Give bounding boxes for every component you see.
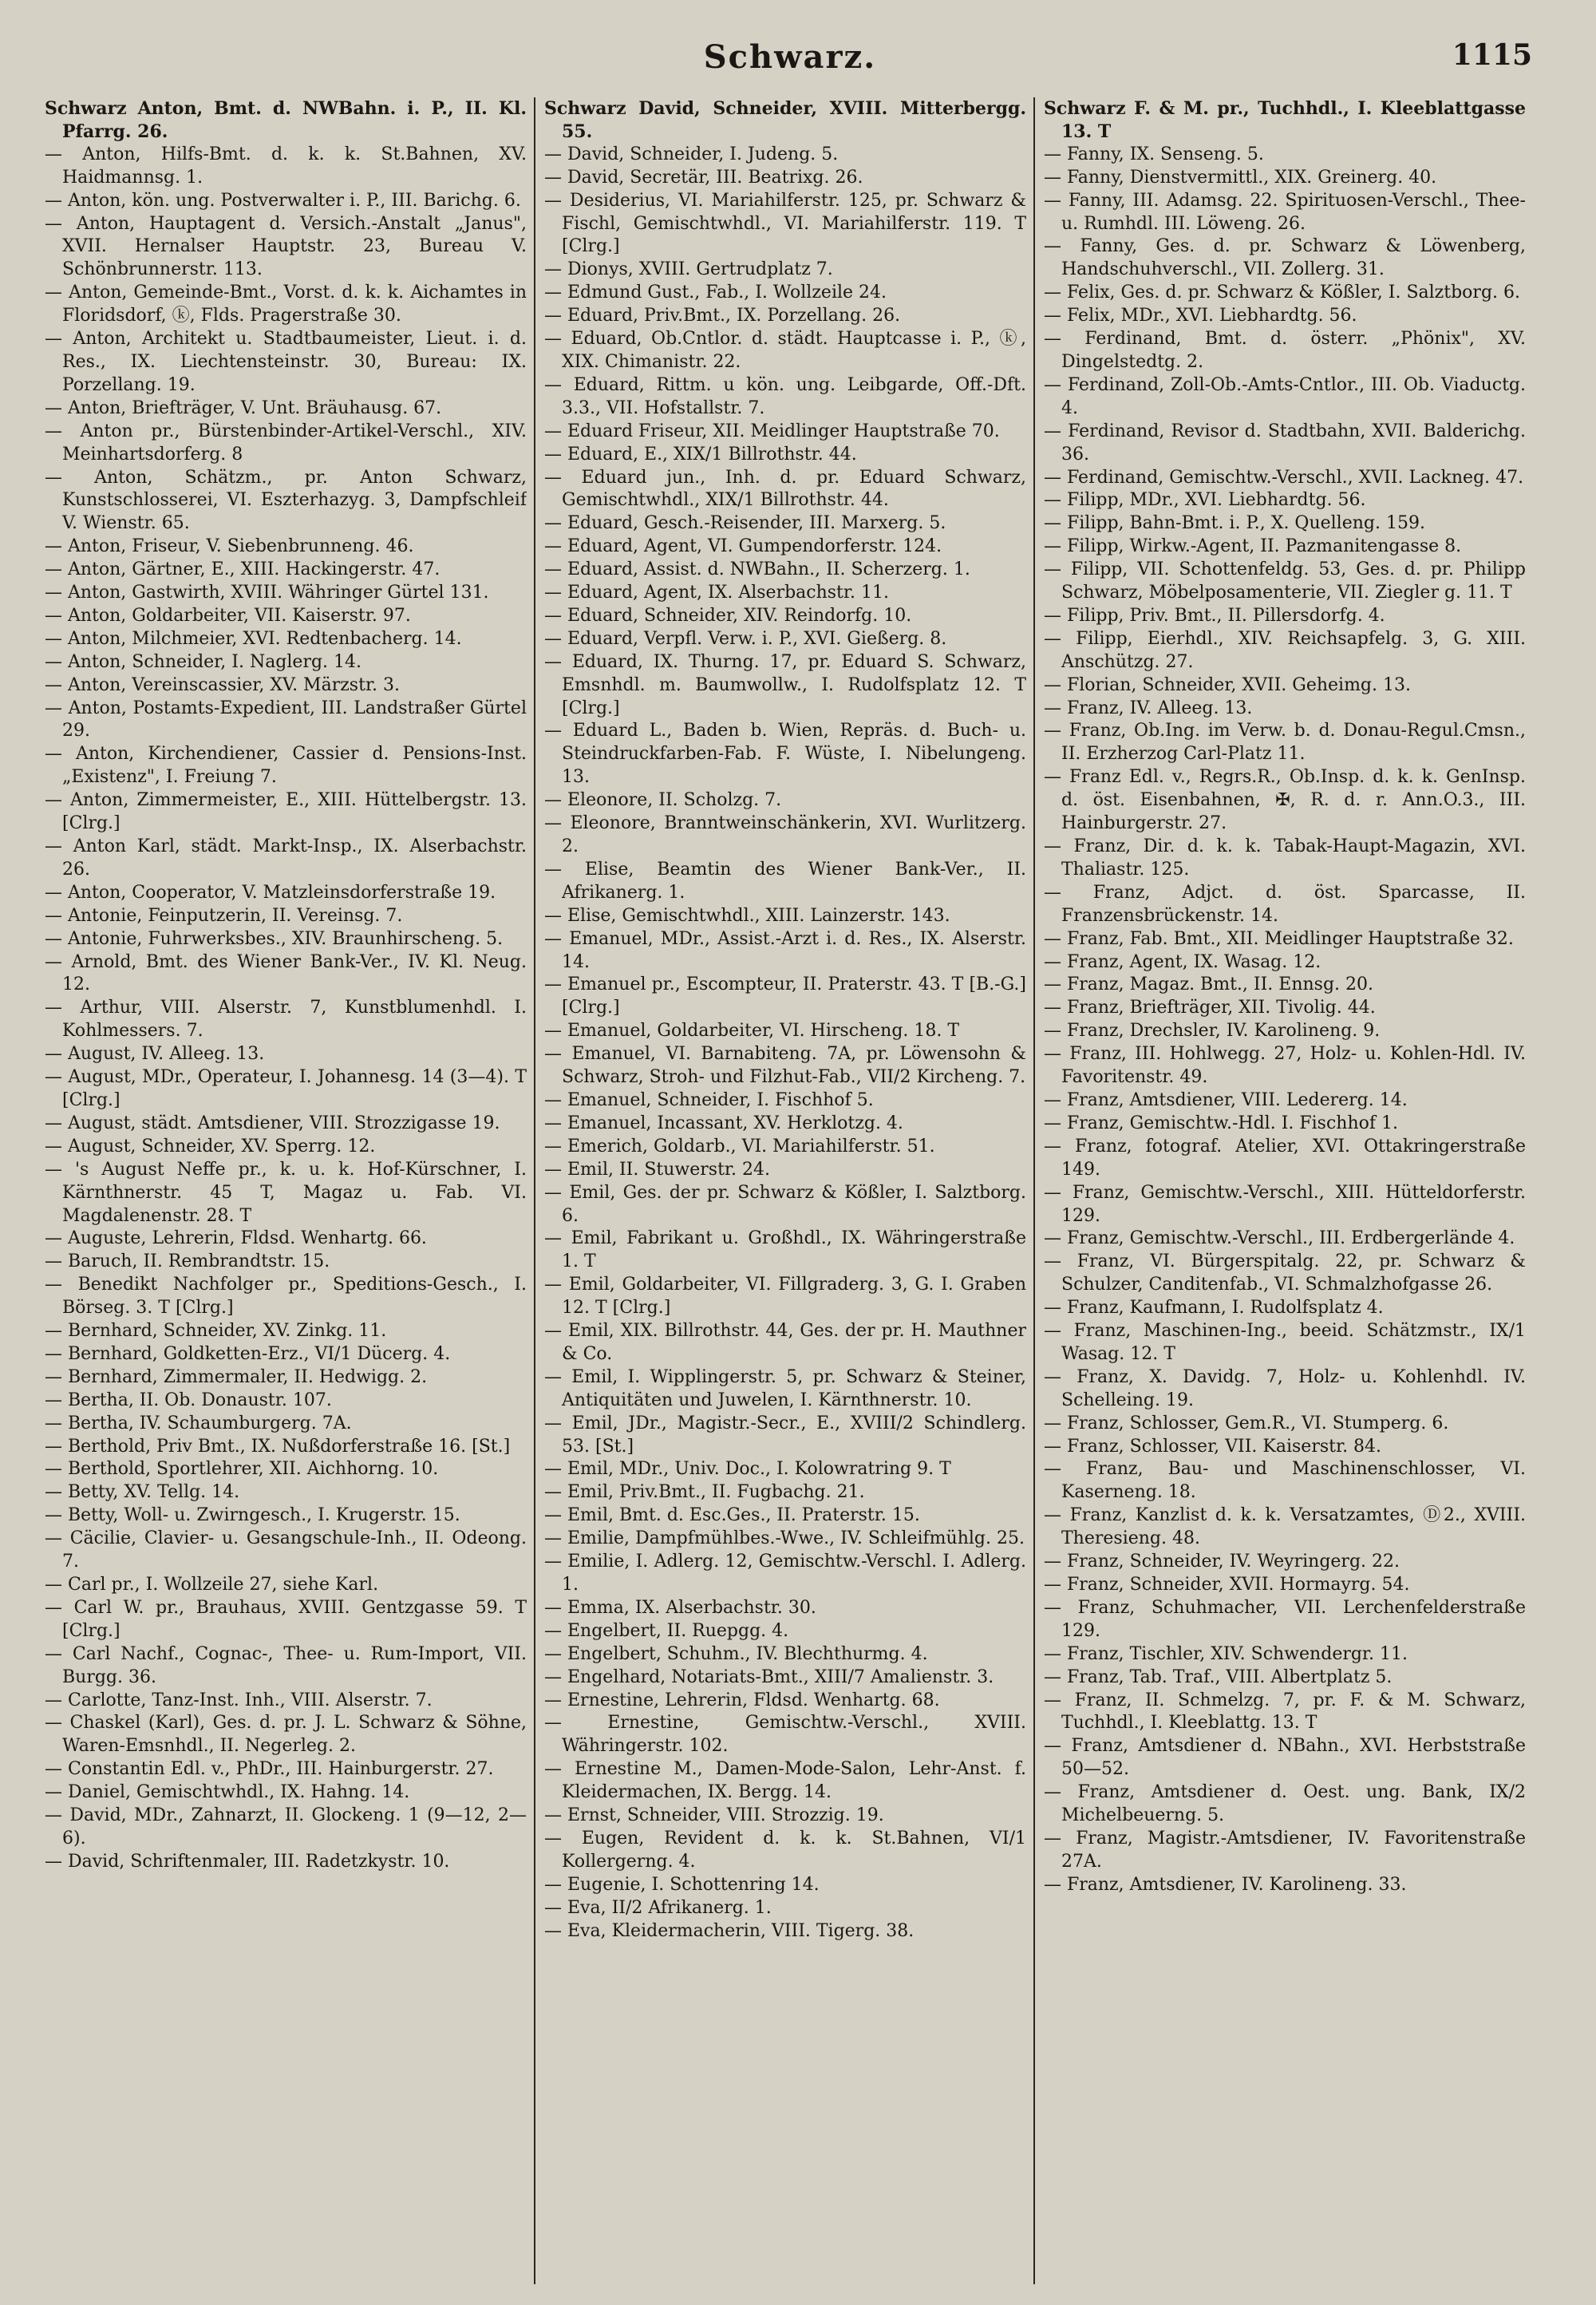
directory-entry: — Baruch, II. Rembrandtstr. 15. bbox=[45, 1251, 330, 1272]
directory-entry: — Antonie, Fuhrwerksbes., XIV. Braunhirscheng. 5. bbox=[45, 928, 504, 949]
directory-entry: — Ernestine M., Damen-Mode-Salon, Lehr-Anst. f. Kleidermachen, IX. Bergg. 14. bbox=[544, 1759, 1026, 1803]
directory-entry: — Florian, Schneider, XVII. Geheimg. 13. bbox=[1044, 674, 1411, 695]
directory-entry: — Franz, Schlosser, VII. Kaiserstr. 84. bbox=[1044, 1436, 1382, 1457]
directory-entry: — Emanuel pr., Escompteur, II. Praterstr. 43. T [B.-G.] [Clrg.] bbox=[544, 975, 1026, 1018]
directory-entry: — Eva, Kleidermacherin, VIII. Tigerg. 38. bbox=[544, 1920, 915, 1941]
directory-entry: — Eugenie, I. Schottenring 14. bbox=[544, 1874, 820, 1895]
directory-entry: — Eduard, IX. Thurng. 17, pr. Eduard S. Schwarz, Emsnhdl. m. Baumwollw., I. Rudolfsplatz 12. T [Clrg.] bbox=[544, 651, 1026, 718]
directory-entry: — Franz, II. Schmelzg. 7, pr. F. & M. Schwarz, Tuchhdl., I. Kleeblattg. 13. T bbox=[1044, 1690, 1526, 1734]
directory-entry: — Franz, VI. Bürgerspitalg. 22, pr. Schwarz & Schulzer, Canditenfab., VI. Schmalzhofgasse 26. bbox=[1044, 1251, 1526, 1295]
directory-entry: — Franz, Kanzlist d. k. k. Versatzamtes, Ⓓ2., XVIII. Theresieng. 48. bbox=[1044, 1505, 1526, 1549]
directory-entry: — August, Schneider, XV. Sperrg. 12. bbox=[45, 1136, 376, 1156]
directory-entry: — Emilie, Dampfmühlbes.-Wwe., IV. Schleifmühlg. 25. bbox=[544, 1528, 1025, 1549]
directory-entry: — Anton, Cooperator, V. Matzleinsdorferstraße 19. bbox=[45, 882, 496, 903]
directory-entry: — Franz, III. Hohlwegg. 27, Holz- u. Kohlen-Hdl. IV. Favoritenstr. 49. bbox=[1044, 1044, 1526, 1088]
page-number: 1115 bbox=[1452, 38, 1532, 72]
directory-entry: — Anton, Architekt u. Stadtbaumeister, Lieut. i. d. Res., IX. Liechtensteinstr. 30, Bureau: IX. Porzellang. 19. bbox=[45, 329, 527, 395]
directory-entry: — Eduard, Rittm. u kön. ung. Leibgarde, Off.-Dft. 3.3., VII. Hofstallstr. 7. bbox=[544, 374, 1026, 418]
directory-entry: — Fanny, Ges. d. pr. Schwarz & Löwenberg, Handschuhverschl., VII. Zollerg. 31. bbox=[1044, 236, 1526, 280]
directory-entry: — Anton, Vereinscassier, XV. Märzstr. 3. bbox=[45, 674, 401, 695]
directory-entry: — Franz, Gemischtw.-Verschl., III. Erdbergerlände 4. bbox=[1044, 1228, 1515, 1249]
page-header bbox=[48, 38, 1532, 86]
directory-entry: — Ernst, Schneider, VIII. Strozzig. 19. bbox=[544, 1805, 884, 1826]
column-divider bbox=[1033, 97, 1035, 2284]
directory-entry: — Dionys, XVIII. Gertrudplatz 7. bbox=[544, 259, 833, 280]
directory-entry: — Edmund Gust., Fab., I. Wollzeile 24. bbox=[544, 283, 887, 303]
directory-entry: — Ferdinand, Bmt. d. österr. „Phönix", XV. Dingelstedtg. 2. bbox=[1044, 329, 1526, 372]
directory-entry: — Eduard, Assist. d. NWBahn., II. Scherzerg. 1. bbox=[544, 559, 970, 580]
directory-entry: — Berthold, Sportlehrer, XII. Aichhorng. 10. bbox=[45, 1459, 439, 1480]
directory-entry: — Fanny, IX. Senseng. 5. bbox=[1044, 144, 1264, 164]
directory-entry: — Eduard, E., XIX/1 Billrothstr. 44. bbox=[544, 444, 857, 465]
directory-entry: — Emil, Ges. der pr. Schwarz & Kößler, I. Salztborg. 6. bbox=[544, 1182, 1026, 1226]
directory-entry: — Eduard, Verpfl. Verw. i. P., XVI. Gießerg. 8. bbox=[544, 628, 947, 649]
directory-entry: — Eduard Friseur, XII. Meidlinger Hauptstraße 70. bbox=[544, 421, 1000, 441]
directory-entry: — Franz, Amtsdiener d. NBahn., XVI. Herbststraße 50—52. bbox=[1044, 1736, 1526, 1780]
directory-entry: — Eduard, Priv.Bmt., IX. Porzellang. 26. bbox=[544, 306, 901, 326]
directory-entry: — Elise, Gemischtwhdl., XIII. Lainzerstr. 143. bbox=[544, 905, 950, 926]
directory-entry: — Franz, IV. Alleeg. 13. bbox=[1044, 698, 1253, 718]
directory-entry: — Filipp, VII. Schottenfeldg. 53, Ges. d. pr. Philipp Schwarz, Möbelposamenterie, VII. Ziegler g. 11. T bbox=[1044, 559, 1526, 603]
directory-entry: — Carlotte, Tanz-Inst. Inh., VIII. Alserstr. 7. bbox=[45, 1690, 433, 1710]
directory-entry: — Filipp, Bahn-Bmt. i. P., X. Quelleng. 159. bbox=[1044, 513, 1425, 534]
directory-entry: — Ferdinand, Gemischtw.-Verschl., XVII. Lackneg. 47. bbox=[1044, 467, 1524, 488]
directory-entry: — Franz, Ob.Ing. im Verw. b. d. Donau-Regul.Cmsn., II. Erzherzog Carl-Platz 11. bbox=[1044, 721, 1526, 765]
directory-entry: — Franz, Maschinen-Ing., beeid. Schätzmstr., IX/1 Wasag. 12. T bbox=[1044, 1321, 1526, 1364]
directory-entry: — Eleonore, II. Scholzg. 7. bbox=[544, 790, 782, 811]
directory-entry: — Chaskel (Karl), Ges. d. pr. J. L. Schwarz & Söhne, Waren-Emsnhdl., II. Negerleg. 2. bbox=[45, 1713, 527, 1757]
directory-entry: — Bertha, II. Ob. Donaustr. 107. bbox=[45, 1390, 332, 1410]
directory-entry: — Emil, Goldarbeiter, VI. Fillgraderg. 3, G. I. Graben 12. T [Clrg.] bbox=[544, 1275, 1026, 1319]
directory-entry: — Constantin Edl. v., PhDr., III. Hainburgerstr. 27. bbox=[45, 1759, 494, 1780]
directory-entry: — Emil, Bmt. d. Esc.Ges., II. Praterstr. 15. bbox=[544, 1505, 920, 1526]
directory-entry: — Eduard, Gesch.-Reisender, III. Marxerg. 5. bbox=[544, 513, 946, 534]
directory-entry: — Ferdinand, Revisor d. Stadtbahn, XVII. Balderichg. 36. bbox=[1044, 421, 1526, 465]
column-divider bbox=[534, 97, 535, 2284]
directory-columns bbox=[45, 97, 1548, 2284]
directory-entry: — Emil, Fabrikant u. Großhdl., IX. Währingerstraße 1. T bbox=[544, 1228, 1026, 1272]
directory-entry: — Filipp, Eierhdl., XIV. Reichsapfelg. 3, G. XIII. Anschützg. 27. bbox=[1044, 628, 1526, 672]
directory-entry: — Emanuel, VI. Barnabiteng. 7A, pr. Löwensohn & Schwarz, Stroh- und Filzhut-Fab., VII/2 Kircheng. 7. bbox=[544, 1044, 1026, 1088]
directory-entry: — Anton, Schätzm., pr. Anton Schwarz, Kunstschlosserei, VI. Eszterhazyg. 3, Dampfschleif V. Wienstr. 65. bbox=[45, 467, 527, 534]
directory-entry: — Ernestine, Lehrerin, Fldsd. Wenhartg. 68. bbox=[544, 1690, 940, 1710]
directory-entry: — Elise, Beamtin des Wiener Bank-Ver., II. Afrikanerg. 1. bbox=[544, 859, 1026, 903]
directory-entry: — Emil, I. Wipplingerstr. 5, pr. Schwarz & Steiner, Antiquitäten und Juwelen, I. Kärnthnerstr. 10. bbox=[544, 1366, 1026, 1410]
directory-entry: — Bernhard, Schneider, XV. Zinkg. 11. bbox=[45, 1321, 387, 1342]
directory-entry: — Emil, XIX. Billrothstr. 44, Ges. der pr. H. Mauthner & Co. bbox=[544, 1321, 1026, 1364]
directory-entry: — Emma, IX. Alserbachstr. 30. bbox=[544, 1597, 816, 1618]
directory-entry: — David, MDr., Zahnarzt, II. Glockeng. 1 (9—12, 2—6). bbox=[45, 1805, 527, 1848]
directory-entry: — Daniel, Gemischtwhdl., IX. Hahng. 14. bbox=[45, 1782, 410, 1803]
directory-entry: — Anton pr., Bürstenbinder-Artikel-Verschl., XIV. Meinhartsdorferg. 8 bbox=[45, 421, 527, 465]
directory-entry: Schwarz David, Schneider, XVIII. Mitterbergg. 55. bbox=[544, 98, 1026, 142]
directory-entry: — Anton, Briefträger, V. Unt. Bräuhausg. 67. bbox=[45, 397, 442, 418]
directory-entry: — Eleonore, Branntweinschänkerin, XVI. Wurlitzerg. 2. bbox=[544, 813, 1026, 856]
directory-entry: — Ferdinand, Zoll-Ob.-Amts-Cntlor., III. Ob. Viaductg. 4. bbox=[1044, 374, 1526, 418]
directory-entry: — Anton, Schneider, I. Naglerg. 14. bbox=[45, 651, 362, 672]
directory-entry: — Eugen, Revident d. k. k. St.Bahnen, VI/1 Kollergerng. 4. bbox=[544, 1828, 1026, 1872]
directory-entry: — Anton, Milchmeier, XVI. Redtenbacherg. 14. bbox=[45, 628, 462, 649]
directory-entry: — Anton, Zimmermeister, E., XIII. Hüttelbergstr. 13. [Clrg.] bbox=[45, 790, 527, 834]
directory-entry: — 's August Neffe pr., k. u. k. Hof-Kürschner, I. Kärnthnerstr. 45 T, Magaz u. Fab. VI. Magdalenenstr. 28. T bbox=[45, 1159, 527, 1226]
directory-entry: — Eduard, Agent, VI. Gumpendorferstr. 124. bbox=[544, 536, 942, 557]
directory-entry: — Felix, Ges. d. pr. Schwarz & Kößler, I. Salztborg. 6. bbox=[1044, 283, 1520, 303]
page-title: Schwarz. bbox=[703, 38, 877, 76]
directory-entry: — August, städt. Amtsdiener, VIII. Strozzigasse 19. bbox=[45, 1113, 500, 1133]
directory-entry: — David, Secretär, III. Beatrixg. 26. bbox=[544, 167, 863, 188]
directory-entry: — Anton, Friseur, V. Siebenbrunneng. 46. bbox=[45, 536, 414, 557]
directory-entry: — David, Schneider, I. Judeng. 5. bbox=[544, 144, 839, 164]
directory-entry: — Franz, Adjct. d. öst. Sparcasse, II. Franzensbrückenstr. 14. bbox=[1044, 882, 1526, 926]
directory-entry: — Franz, Magistr.-Amtsdiener, IV. Favoritenstraße 27A. bbox=[1044, 1828, 1526, 1872]
directory-entry: Schwarz F. & M. pr., Tuchhdl., I. Kleeblattgasse 13. T bbox=[1044, 98, 1526, 142]
directory-entry: — Emil, JDr., Magistr.-Secr., E., XVIII/2 Schindlerg. 53. [St.] bbox=[544, 1413, 1026, 1457]
directory-entry: — Ernestine, Gemischtw.-Verschl., XVIII. Währingerstr. 102. bbox=[544, 1713, 1026, 1757]
directory-entry: — Franz, Gemischtw.-Verschl., XIII. Hütteldorferstr. 129. bbox=[1044, 1182, 1526, 1226]
directory-entry: — Franz, Kaufmann, I. Rudolfsplatz 4. bbox=[1044, 1298, 1384, 1319]
directory-entry: — Eva, II/2 Afrikanerg. 1. bbox=[544, 1897, 772, 1918]
directory-entry: — Filipp, Wirkw.-Agent, II. Pazmanitengasse 8. bbox=[1044, 536, 1462, 557]
column-3 bbox=[1044, 97, 1526, 2284]
directory-entry: — Franz, Schneider, IV. Weyringerg. 22. bbox=[1044, 1552, 1400, 1572]
directory-entry: — August, MDr., Operateur, I. Johannesg. 14 (3—4). T [Clrg.] bbox=[45, 1067, 527, 1110]
directory-entry: — Franz, Tischler, XIV. Schwendergr. 11. bbox=[1044, 1643, 1408, 1664]
directory-entry: — Eduard L., Baden b. Wien, Repräs. d. Buch- u. Steindruckfarben-Fab. F. Wüste, I. Nibelungeng. 13. bbox=[544, 721, 1026, 788]
directory-entry: — August, IV. Alleeg. 13. bbox=[45, 1044, 265, 1065]
directory-entry: — Anton, Gemeinde-Bmt., Vorst. d. k. k. Aichamtes in Floridsdorf, ⓚ, Flds. Pragerstraße 30. bbox=[45, 283, 527, 326]
directory-entry: — Franz Edl. v., Regrs.R., Ob.Insp. d. k. k. GenInsp. d. öst. Eisenbahnen, ✠, R. d. r. Ann.O.3., III. Hainburgerstr. 27. bbox=[1044, 767, 1526, 834]
column-1 bbox=[45, 97, 527, 2284]
directory-entry: — Emanuel, Incassant, XV. Herklotzg. 4. bbox=[544, 1113, 903, 1133]
directory-entry: — Betty, XV. Tellg. 14. bbox=[45, 1482, 240, 1503]
directory-entry: — Emilie, I. Adlerg. 12, Gemischtw.-Verschl. I. Adlerg. 1. bbox=[544, 1552, 1026, 1595]
directory-entry: — Franz, Schuhmacher, VII. Lerchenfelderstraße 129. bbox=[1044, 1597, 1526, 1641]
directory-entry: — Franz, Amtsdiener d. Oest. ung. Bank, IX/2 Michelbeuerng. 5. bbox=[1044, 1782, 1526, 1826]
directory-entry: — Felix, MDr., XVI. Liebhardtg. 56. bbox=[1044, 306, 1357, 326]
directory-entry: — David, Schriftenmaler, III. Radetzkystr. 10. bbox=[45, 1851, 450, 1872]
directory-entry: — Franz, Briefträger, XII. Tivolig. 44. bbox=[1044, 998, 1376, 1018]
directory-entry: — Franz, Schlosser, Gem.R., VI. Stumperg. 6. bbox=[1044, 1413, 1449, 1433]
directory-entry: — Franz, Tab. Traf., VIII. Albertplatz 5. bbox=[1044, 1666, 1393, 1687]
directory-entry: Schwarz Anton, Bmt. d. NWBahn. i. P., II. Kl. Pfarrg. 26. bbox=[45, 98, 527, 142]
directory-entry: — Franz, Fab. Bmt., XII. Meidlinger Hauptstraße 32. bbox=[1044, 928, 1514, 949]
directory-entry: — Emanuel, Schneider, I. Fischhof 5. bbox=[544, 1089, 874, 1110]
directory-entry: — Emanuel, MDr., Assist.-Arzt i. d. Res., IX. Alserstr. 14. bbox=[544, 928, 1026, 972]
directory-entry: — Anton, Kirchendiener, Cassier d. Pensions-Inst. „Existenz", I. Freiung 7. bbox=[45, 744, 527, 788]
directory-entry: — Engelbert, Schuhm., IV. Blechthurmg. 4. bbox=[544, 1643, 928, 1664]
directory-entry: — Emil, II. Stuwerstr. 24. bbox=[544, 1159, 770, 1180]
directory-entry: — Eduard, Schneider, XIV. Reindorfg. 10. bbox=[544, 605, 912, 626]
directory-entry: — Carl W. pr., Brauhaus, XVIII. Gentzgasse 59. T [Clrg.] bbox=[45, 1597, 527, 1641]
directory-entry: — Eduard, Agent, IX. Alserbachstr. 11. bbox=[544, 583, 889, 603]
directory-entry: — Carl pr., I. Wollzeile 27, siehe Karl. bbox=[45, 1575, 379, 1595]
directory-entry: — Eduard jun., Inh. d. pr. Eduard Schwarz, Gemischtwhdl., XIX/1 Billrothstr. 44. bbox=[544, 467, 1026, 511]
directory-entry: — Franz, Gemischtw.-Hdl. I. Fischhof 1. bbox=[1044, 1113, 1398, 1133]
directory-entry: — Emerich, Goldarb., VI. Mariahilferstr. 51. bbox=[544, 1136, 935, 1156]
directory-entry: — Anton, Gastwirth, XVIII. Währinger Gürtel 131. bbox=[45, 583, 489, 603]
directory-entry: — Franz, Agent, IX. Wasag. 12. bbox=[1044, 951, 1321, 972]
directory-entry: — Franz, Magaz. Bmt., II. Ennsg. 20. bbox=[1044, 975, 1374, 995]
directory-entry: — Franz, Amtsdiener, VIII. Ledererg. 14. bbox=[1044, 1089, 1408, 1110]
directory-entry: — Cäcilie, Clavier- u. Gesangschule-Inh., II. Odeong. 7. bbox=[45, 1528, 527, 1572]
directory-entry: — Antonie, Feinputzerin, II. Vereinsg. 7. bbox=[45, 905, 403, 926]
directory-entry: — Anton, Hauptagent d. Versich.-Anstalt „Janus", XVII. Hernalser Hauptstr. 23, Bureau V. Schönbrunnerstr. 113. bbox=[45, 213, 527, 280]
directory-entry: — Fanny, Dienstvermittl., XIX. Greinerg. 40. bbox=[1044, 167, 1437, 188]
directory-entry: — Bernhard, Goldketten-Erz., VI/1 Dücerg. 4. bbox=[45, 1343, 451, 1364]
directory-entry: — Emanuel, Goldarbeiter, VI. Hirscheng. 18. T bbox=[544, 1021, 960, 1042]
directory-entry: — Franz, Dir. d. k. k. Tabak-Haupt-Magazin, XVI. Thaliastr. 125. bbox=[1044, 836, 1526, 880]
directory-entry: — Franz, fotograf. Atelier, XVI. Ottakringerstraße 149. bbox=[1044, 1136, 1526, 1180]
directory-entry: — Anton, Hilfs-Bmt. d. k. k. St.Bahnen, XV. Haidmannsg. 1. bbox=[45, 144, 527, 188]
directory-entry: — Franz, Amtsdiener, IV. Karolineng. 33. bbox=[1044, 1874, 1407, 1895]
directory-entry: — Berthold, Priv Bmt., IX. Nußdorferstraße 16. [St.] bbox=[45, 1436, 511, 1457]
directory-entry: — Filipp, MDr., XVI. Liebhardtg. 56. bbox=[1044, 490, 1366, 511]
directory-entry: — Carl Nachf., Cognac-, Thee- u. Rum-Import, VII. Burgg. 36. bbox=[45, 1643, 527, 1687]
directory-entry: — Anton Karl, städt. Markt-Insp., IX. Alserbachstr. 26. bbox=[45, 836, 527, 880]
directory-entry: — Emil, MDr., Univ. Doc., I. Kolowratring 9. T bbox=[544, 1459, 951, 1480]
directory-entry: — Benedikt Nachfolger pr., Speditions-Gesch., I. Börseg. 3. T [Clrg.] bbox=[45, 1275, 527, 1319]
directory-entry: — Anton, kön. ung. Postverwalter i. P., III. Barichg. 6. bbox=[45, 190, 521, 211]
directory-entry: — Betty, Woll- u. Zwirngesch., I. Krugerstr. 15. bbox=[45, 1505, 460, 1526]
directory-entry: — Auguste, Lehrerin, Fldsd. Wenhartg. 66. bbox=[45, 1228, 427, 1249]
directory-entry: — Franz, Schneider, XVII. Hormayrg. 54. bbox=[1044, 1575, 1410, 1595]
directory-entry: — Franz, Drechsler, IV. Karolineng. 9. bbox=[1044, 1021, 1381, 1042]
directory-entry: — Anton, Gärtner, E., XIII. Hackingerstr. 47. bbox=[45, 559, 440, 580]
directory-entry: — Engelbert, II. Ruepgg. 4. bbox=[544, 1620, 789, 1641]
directory-entry: — Anton, Goldarbeiter, VII. Kaiserstr. 97. bbox=[45, 605, 411, 626]
directory-entry: — Eduard, Ob.Cntlor. d. städt. Hauptcasse i. P., ⓚ, XIX. Chimanistr. 22. bbox=[544, 329, 1026, 372]
directory-entry: — Filipp, Priv. Bmt., II. Pillersdorfg. 4. bbox=[1044, 605, 1385, 626]
column-2 bbox=[544, 97, 1026, 2284]
directory-entry: — Franz, Bau- und Maschinenschlosser, VI. Kaserneng. 18. bbox=[1044, 1459, 1526, 1503]
directory-entry: — Engelhard, Notariats-Bmt., XIII/7 Amalienstr. 3. bbox=[544, 1666, 994, 1687]
directory-entry: — Bertha, IV. Schaumburgerg. 7A. bbox=[45, 1413, 352, 1433]
directory-entry: — Anton, Postamts-Expedient, III. Landstraßer Gürtel 29. bbox=[45, 698, 527, 741]
directory-entry: — Fanny, III. Adamsg. 22. Spirituosen-Verschl., Thee- u. Rumhdl. III. Löweng. 26. bbox=[1044, 190, 1526, 234]
directory-entry: — Franz, X. Davidg. 7, Holz- u. Kohlenhdl. IV. Schelleing. 19. bbox=[1044, 1366, 1526, 1410]
directory-entry: — Arnold, Bmt. des Wiener Bank-Ver., IV. Kl. Neug. 12. bbox=[45, 951, 527, 995]
directory-entry: — Emil, Priv.Bmt., II. Fugbachg. 21. bbox=[544, 1482, 865, 1503]
directory-entry: — Desiderius, VI. Mariahilferstr. 125, pr. Schwarz & Fischl, Gemischtwhdl., VI. Mariahilferstr. 119. T [Clrg.] bbox=[544, 190, 1026, 257]
directory-entry: — Arthur, VIII. Alserstr. 7, Kunstblumenhdl. I. Kohlmessers. 7. bbox=[45, 998, 527, 1042]
directory-entry: — Bernhard, Zimmermaler, II. Hedwigg. 2. bbox=[45, 1366, 428, 1387]
